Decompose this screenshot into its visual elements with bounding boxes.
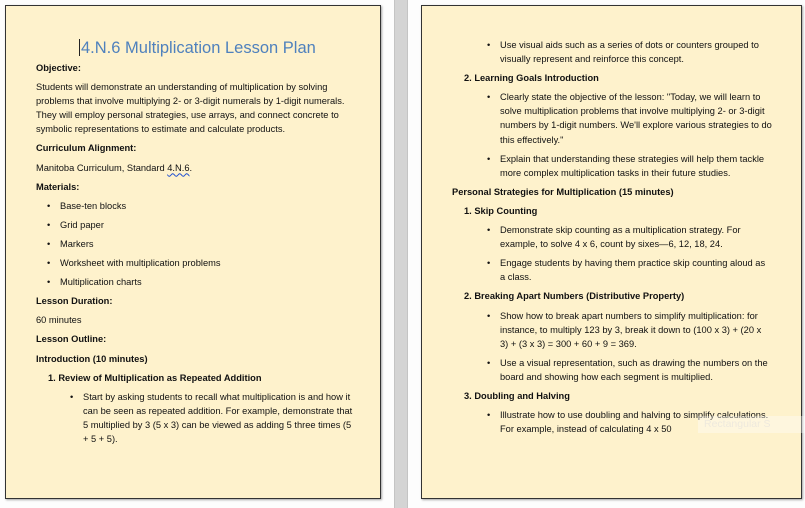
curriculum-heading: Curriculum Alignment: bbox=[36, 143, 137, 154]
objective-heading: Objective: bbox=[36, 63, 81, 73]
text-cursor bbox=[79, 39, 80, 56]
materials-list bbox=[36, 199, 354, 289]
breaking-apart-bullet: • Show how to break apart numbers to simplify multiplication: for instance, to multiply 123 by 3, break it down to (100 x 3) + (20 x 3) + (3 x 3) = 300 + 60 + 9 = 369. bbox=[500, 309, 772, 351]
curriculum-text-before: Manitoba Curriculum, Standard bbox=[36, 162, 168, 173]
document-title-text: 4.N.6 Multiplication Lesson Plan bbox=[81, 39, 316, 57]
learning-goals-bullet: • Explain that understanding these strategies will help them tackle more complex multiplication tasks in their future studies. bbox=[500, 152, 772, 180]
breaking-apart-bullet: • Use a visual representation, such as drawing the numbers on the board and showing how each segment is multiplied. bbox=[500, 356, 772, 384]
objective-text: Students will demonstrate an understanding of multiplication by solving problems that involve multiplying 2- or 3-digit numerals by 1-digit numerals. They will employ personal strategies, use arrays, and connect concrete to symbolic representations to estimate and calculate products. bbox=[36, 82, 345, 135]
curriculum-text bbox=[36, 161, 354, 175]
document-title[interactable] bbox=[79, 39, 316, 58]
outline-heading: Lesson Outline: bbox=[36, 334, 107, 345]
page-1-body bbox=[36, 61, 354, 451]
page-2-body bbox=[452, 38, 772, 441]
spellcheck-underline-standard[interactable]: 4.N.6 bbox=[167, 162, 190, 173]
materials-item: • Base-ten blocks bbox=[60, 199, 354, 213]
duration-heading: Lesson Duration: bbox=[36, 296, 113, 307]
breaking-apart-heading: 2. Breaking Apart Numbers (Distributive Property) bbox=[464, 291, 685, 302]
learning-goals-heading: 2. Learning Goals Introduction bbox=[464, 73, 599, 84]
intro-heading: Introduction (10 minutes) bbox=[36, 353, 148, 364]
materials-item: • Multiplication charts bbox=[60, 275, 354, 289]
visual-aids-list bbox=[452, 38, 772, 66]
curriculum-text-after: . bbox=[189, 162, 193, 173]
document-page-1[interactable] bbox=[5, 5, 381, 499]
learning-goals-bullet: • Clearly state the objective of the lesson: "Today, we will learn to solve multiplication problems that involve multiplying 2- or 3-digit numbers by 1-digit numbers. We'll explore various strategies to do this effectively." bbox=[500, 90, 772, 146]
visual-aids-bullet: • Use visual aids such as a series of dots or counters grouped to visually represent and reinforce this concept. bbox=[500, 38, 772, 66]
learning-goals-list bbox=[452, 90, 772, 180]
step-review-list bbox=[36, 390, 354, 446]
skip-counting-heading: 1. Skip Counting bbox=[464, 205, 538, 216]
step-review-bullet: • Start by asking students to recall what multiplication is and how it can be seen as repeated addition. For example, demonstrate that 5 multiplied by 3 (5 x 3) can be viewed as adding 5 three times (5 + 5 + 5). bbox=[83, 390, 354, 446]
materials-heading: Materials: bbox=[36, 181, 80, 192]
shape-tooltip-label: Rectangular S bbox=[698, 416, 805, 433]
strategies-section-heading: Personal Strategies for Multiplication (15 minutes) bbox=[452, 186, 674, 197]
skip-counting-bullet: • Demonstrate skip counting as a multiplication strategy. For example, to solve 4 x 6, count by sixes—6, 12, 18, 24. bbox=[500, 223, 772, 251]
step-review-heading: 1. Review of Multiplication as Repeated Addition bbox=[48, 372, 262, 383]
doubling-halving-heading: 3. Doubling and Halving bbox=[464, 390, 570, 401]
skip-counting-list bbox=[452, 223, 772, 284]
page-separator bbox=[394, 0, 408, 508]
skip-counting-bullet: • Engage students by having them practice skip counting aloud as a class. bbox=[500, 256, 772, 284]
materials-item: • Grid paper bbox=[60, 218, 354, 232]
materials-item: • Markers bbox=[60, 237, 354, 251]
doubling-halving-bullet: • Illustrate how to use doubling and halving to simplify calculations. For example, instead of calculating 4 x 50 bbox=[500, 408, 772, 436]
duration-text: 60 minutes bbox=[36, 315, 82, 326]
breaking-apart-list bbox=[452, 309, 772, 384]
materials-item: • Worksheet with multiplication problems bbox=[60, 256, 354, 270]
